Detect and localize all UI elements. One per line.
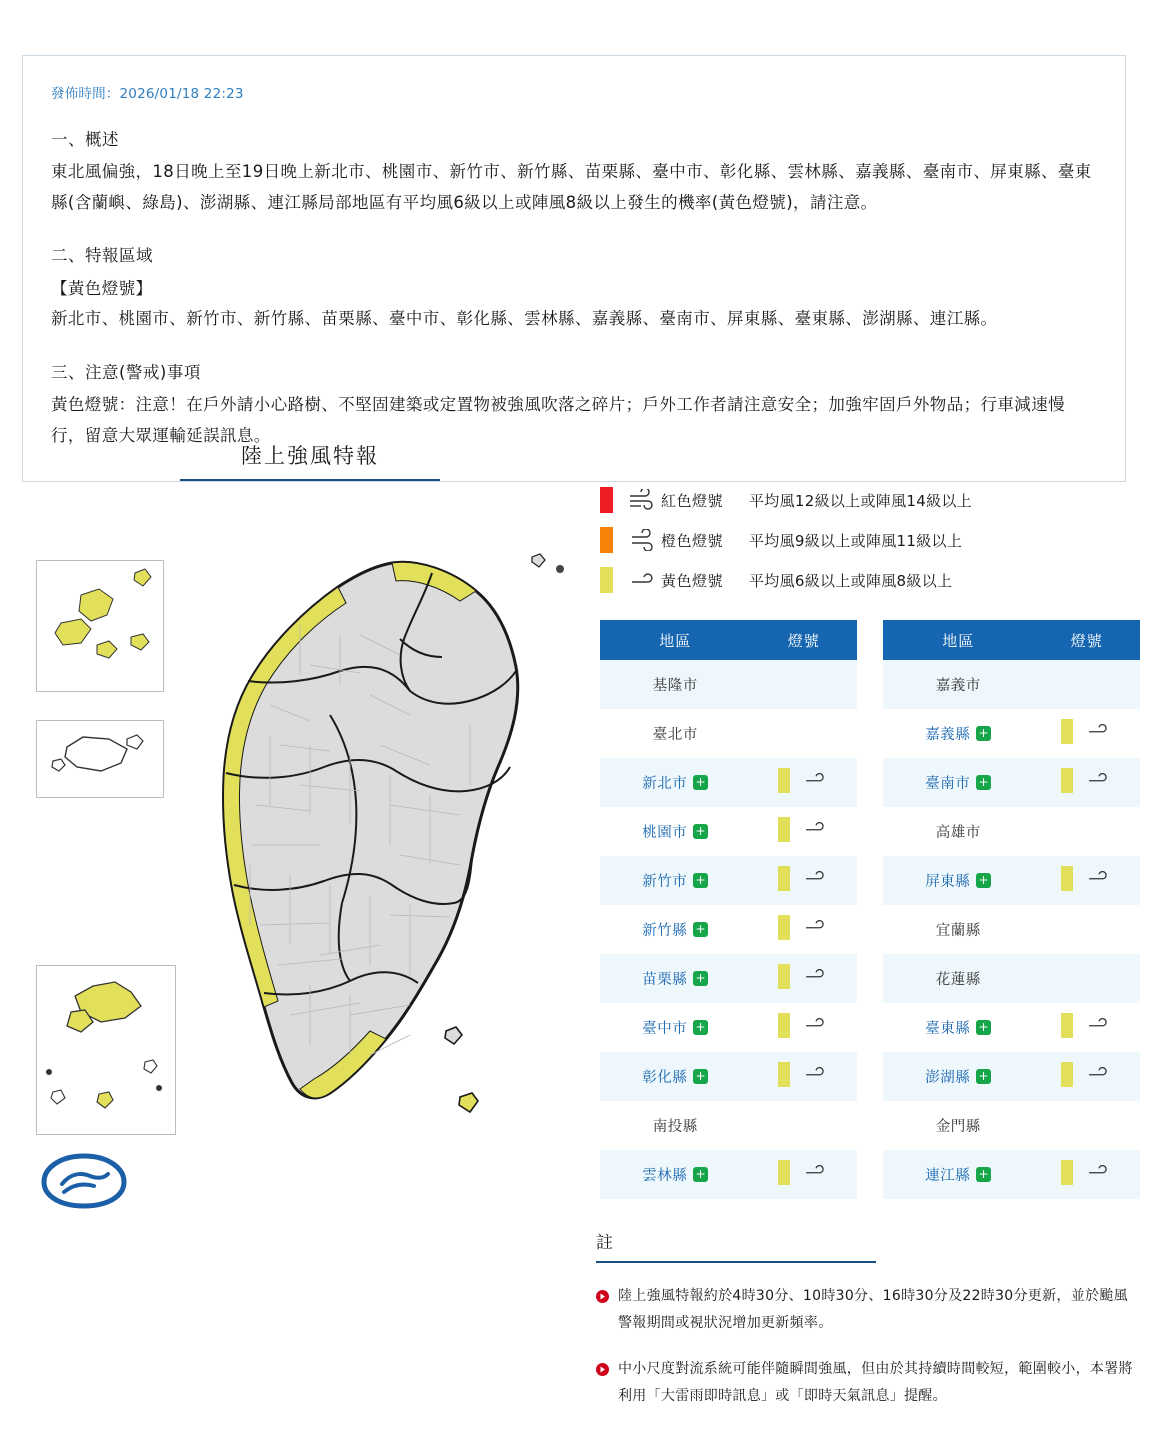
table-row [600,905,857,954]
region-cell [600,1003,750,1052]
signal-cell [750,1150,857,1199]
section-2-body: 新北市、桃園市、新竹市、新竹縣、苗栗縣、臺中市、彰化縣、雲林縣、嘉義縣、臺南市、屏東縣、臺東縣、澎湖縣、連江縣。 [51,309,998,329]
expand-plus-icon[interactable]: + [693,775,708,790]
table-row [883,856,1140,905]
table-row [883,758,1140,807]
table-row [600,1052,857,1101]
column-header-signal: 燈號 [750,620,857,660]
region-cell [600,1150,750,1199]
region-cell [883,807,1033,856]
region-label: 花蓮縣 [935,972,981,988]
legend-description: 平均風6級以上或陣風8級以上 [749,571,953,590]
expand-plus-icon[interactable]: + [693,1020,708,1035]
signal-color-bar [778,768,790,793]
expand-plus-icon[interactable]: + [976,775,991,790]
signal-indicator [778,1013,830,1038]
region-label: 新竹縣 [642,923,688,939]
section-1-heading: 一、概述 [51,130,119,149]
signal-indicator [778,768,830,793]
wind-light-icon [802,917,830,939]
table-row [883,807,1140,856]
signal-indicator [1061,1160,1113,1185]
expand-plus-icon[interactable]: + [693,824,708,839]
region-label: 連江縣 [925,1168,971,1184]
wind-light-icon [1085,868,1113,890]
signal-cell [1033,1003,1140,1052]
region-label: 桃園市 [642,825,688,841]
section-3-heading: 三、注意(警戒)事項 [51,362,201,382]
region-cell [600,758,750,807]
region-cell [883,1003,1033,1052]
region-label: 新竹市 [642,874,688,890]
signal-cell [750,758,857,807]
note-item [596,1283,1142,1336]
expand-plus-icon[interactable]: + [976,1167,991,1182]
notes-title: 註 [596,1228,876,1263]
table-row [600,660,857,709]
expand-plus-icon[interactable]: + [976,726,991,741]
region-label: 金門縣 [935,1119,981,1135]
signal-cell [1033,660,1140,709]
table-row [883,1150,1140,1199]
legend-swatch-orange [600,527,613,553]
signal-color-bar [1061,1062,1073,1087]
signal-color-bar [778,1013,790,1038]
signal-cell [750,856,857,905]
region-label: 基隆市 [652,678,698,694]
signal-indicator [1061,719,1113,744]
signal-indicator [1061,768,1113,793]
table-row [600,758,857,807]
expand-plus-icon[interactable]: + [976,873,991,888]
signal-indicator [778,866,830,891]
table-row [600,856,857,905]
signal-color-bar [1061,1013,1073,1038]
region-label: 新北市 [642,776,688,792]
expand-plus-icon[interactable]: + [693,1069,708,1084]
table-row [883,1052,1140,1101]
signal-indicator [1061,866,1113,891]
signal-indicator [778,817,830,842]
map-title-container [180,440,440,481]
page-title: 陸上強風特報 [180,440,440,481]
signal-cell [750,807,857,856]
region-label: 嘉義縣 [925,727,971,743]
wind-strong-icon [625,489,661,511]
region-label: 臺北市 [652,727,698,743]
region-label: 澎湖縣 [925,1070,971,1086]
region-table-right [883,620,1140,1199]
region-label: 宜蘭縣 [935,923,981,939]
region-table-left [600,620,857,1199]
signal-cell [750,954,857,1003]
signal-indicator [778,1160,830,1185]
signal-cell [1033,1052,1140,1101]
region-cell [600,660,750,709]
inset-penghu [36,560,164,692]
region-cell [883,905,1033,954]
region-label: 高雄市 [935,825,981,841]
column-header-signal: 燈號 [1033,620,1140,660]
region-label: 臺南市 [925,776,971,792]
region-label: 臺中市 [642,1021,688,1037]
region-label: 南投縣 [652,1119,698,1135]
region-label: 臺東縣 [925,1021,971,1037]
wind-light-icon [802,1162,830,1184]
signal-cell [750,905,857,954]
region-cell [883,1052,1033,1101]
legend-label: 黃色燈號 [661,571,724,590]
region-cell [600,1052,750,1101]
signal-color-bar [778,1062,790,1087]
region-cell [883,954,1033,1003]
legend-item [600,480,1140,520]
note-text: 中小尺度對流系統可能伴隨瞬間強風，但由於其持續時間較短，範圍較小，本署將利用「大雷雨即時訊息」或「即時天氣訊息」提醒。 [618,1361,1133,1404]
wind-light-icon [802,966,830,988]
section-3-body: 黃色燈號：注意！在戶外請小心路樹、不堅固建築或定置物被強風吹落之碎片；戶外工作者請注意安全；加強牢固戶外物品；行車減速慢行，留意大眾運輸延誤訊息。 [51,395,1065,445]
region-cell [600,954,750,1003]
signal-cell [1033,905,1140,954]
table-row [883,660,1140,709]
expand-plus-icon[interactable]: + [693,1167,708,1182]
wind-light-icon [802,1064,830,1086]
signal-color-bar [1061,719,1073,744]
region-label: 彰化縣 [642,1070,688,1086]
region-cell [600,807,750,856]
region-cell [600,856,750,905]
table-row [883,1101,1140,1150]
signal-cell [1033,807,1140,856]
signal-indicator [1061,1062,1113,1087]
signal-color-bar [778,866,790,891]
legend-item [600,560,1140,600]
table-row [600,954,857,1003]
signal-cell [1033,856,1140,905]
region-cell [883,660,1033,709]
signal-indicator [778,964,830,989]
region-label: 嘉義市 [935,678,981,694]
signal-cell [750,1101,857,1150]
signal-cell [750,1003,857,1052]
taiwan-warning-map [20,545,580,1205]
note-item [596,1356,1142,1409]
legend-description: 平均風9級以上或陣風11級以上 [749,531,963,550]
signal-cell [1033,954,1140,1003]
legend-item [600,520,1140,560]
signal-color-bar [778,915,790,940]
signal-color-bar [778,964,790,989]
wind-light-icon [625,569,661,591]
signal-color-bar [1061,866,1073,891]
region-cell [600,1101,750,1150]
wind-light-icon [1085,1064,1113,1086]
table-row [600,1101,857,1150]
table-row [600,807,857,856]
bullet-icon [596,1283,618,1336]
wind-light-icon [1085,770,1113,792]
cwa-logo [38,1150,130,1212]
advisory-panel [22,55,1126,482]
section-2-subheading: 【黃色燈號】 [51,278,153,298]
wind-light-icon [802,868,830,890]
bullet-icon [596,1356,618,1409]
legend-swatch-yellow [600,567,613,593]
table-row [600,1150,857,1199]
region-label: 屏東縣 [925,874,971,890]
expand-plus-icon[interactable]: + [693,971,708,986]
signal-cell [750,660,857,709]
signal-color-bar [778,817,790,842]
signal-color-bar [1061,1160,1073,1185]
table-row [883,954,1140,1003]
signal-indicator [1061,1013,1113,1038]
signal-cell [750,709,857,758]
legend-label: 橙色燈號 [661,531,724,550]
signal-indicator [778,915,830,940]
taiwan-main-island [160,545,580,1185]
issue-time: 發佈時間：2026/01/18 22:23 [51,86,244,102]
wind-light-icon [1085,721,1113,743]
inset-kinmen [36,965,176,1135]
expand-plus-icon[interactable]: + [693,873,708,888]
section-1-body: 東北風偏強，18日晚上至19日晚上新北市、桃園市、新竹市、新竹縣、苗栗縣、臺中市、彰化縣、雲林縣、嘉義縣、臺南市、屏東縣、臺東縣(含蘭嶼、綠島)、澎湖縣、連江縣局部地區有平均風6級以上或陣風8級以上發生的機率(黃色燈號)，請注意。 [51,162,1092,212]
wind-light-icon [802,1015,830,1037]
region-label: 雲林縣 [642,1168,688,1184]
legend [600,480,1140,600]
inset-matsu [36,720,164,798]
region-cell [883,1150,1033,1199]
signal-color-bar [778,1160,790,1185]
table-row [883,905,1140,954]
signal-color-bar [1061,768,1073,793]
region-cell [883,856,1033,905]
legend-label: 紅色燈號 [661,491,724,510]
note-text: 陸上強風特報約於4時30分、10時30分、16時30分及22時30分更新，並於颱風警報期間或視狀況增加更新頻率。 [618,1288,1128,1331]
signal-cell [1033,709,1140,758]
table-row [600,1003,857,1052]
expand-plus-icon[interactable]: + [976,1020,991,1035]
notes-section [596,1228,1142,1409]
signal-cell [1033,1101,1140,1150]
signal-indicator [778,1062,830,1087]
table-row [600,709,857,758]
wind-light-icon [802,770,830,792]
signal-cell [750,1052,857,1101]
region-label: 苗栗縣 [642,972,688,988]
signal-cell [1033,1150,1140,1199]
wind-light-icon [802,819,830,841]
region-cell [600,709,750,758]
region-cell [883,709,1033,758]
region-cell [883,1101,1033,1150]
legend-swatch-red [600,487,613,513]
region-cell [883,758,1033,807]
wind-light-icon [1085,1162,1113,1184]
section-2-heading: 二、特報區域 [51,246,153,266]
region-cell [600,905,750,954]
region-signal-tables [600,620,1140,1199]
legend-description: 平均風12級以上或陣風14級以上 [749,491,972,510]
column-header-region: 地區 [600,620,750,660]
expand-plus-icon[interactable]: + [976,1069,991,1084]
table-row [883,1003,1140,1052]
column-header-region: 地區 [883,620,1033,660]
expand-plus-icon[interactable]: + [693,922,708,937]
signal-cell [1033,758,1140,807]
wind-light-icon [1085,1015,1113,1037]
wind-medium-icon [625,529,661,551]
table-row [883,709,1140,758]
